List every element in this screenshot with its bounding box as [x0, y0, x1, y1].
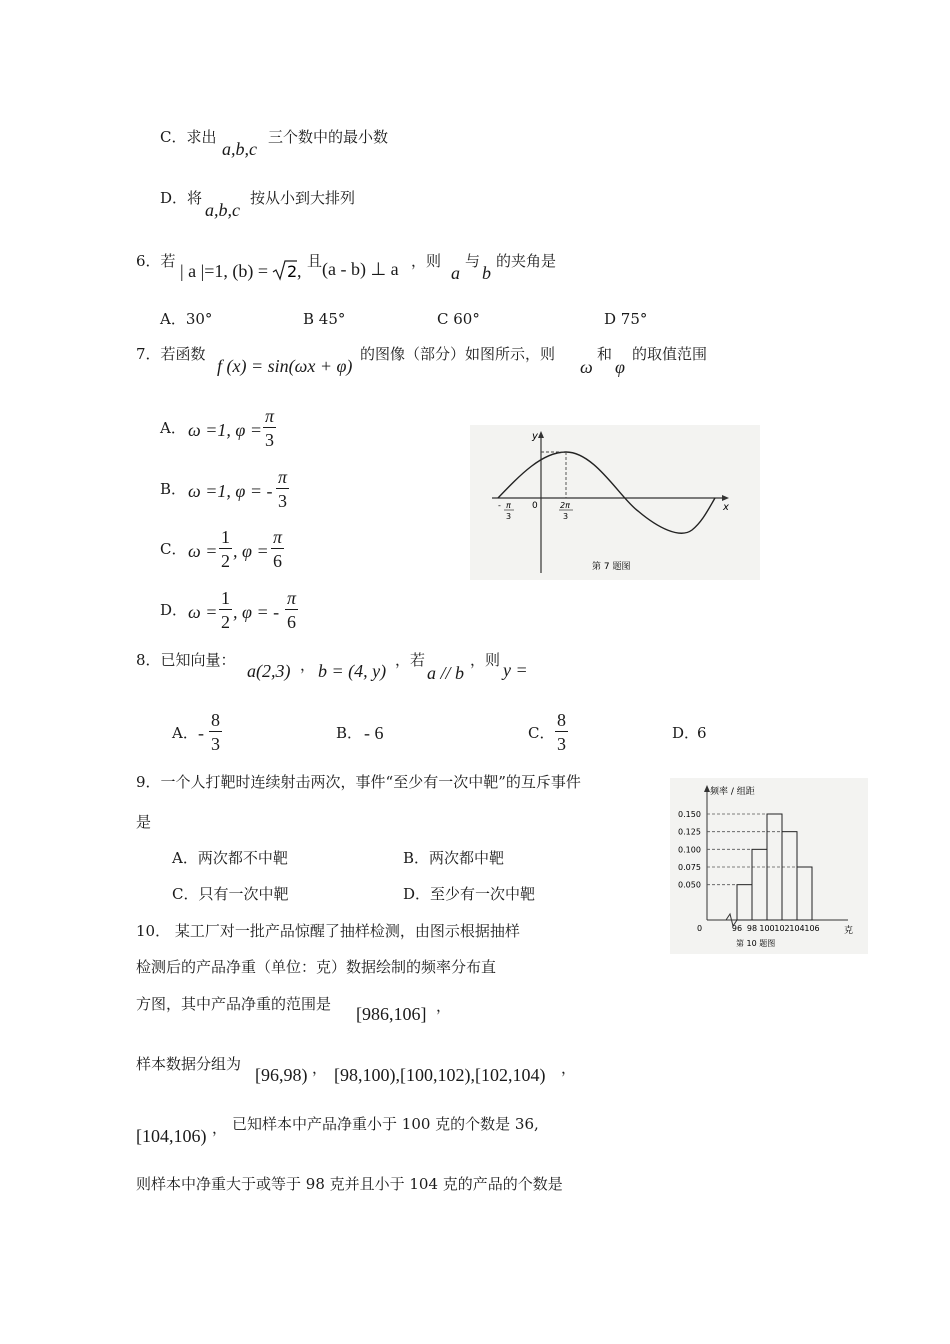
q7-number: 7．若函数: [136, 345, 206, 363]
q10-comma-4: ，: [212, 1119, 228, 1137]
q10-comma-1: ，: [436, 997, 452, 1015]
q7-option-a-label: A．: [160, 419, 186, 437]
q9-line-1: 9．一个人打靶时连续射击两次，事件“至少有一次中靶”的互斥事件: [136, 773, 581, 791]
x-tick-label: 100: [759, 924, 775, 933]
q7-option-a-lhs: ω =1, φ =: [188, 420, 262, 440]
x-label: x: [723, 502, 729, 513]
q8-option-a-label: A．: [172, 724, 198, 742]
y-tick-label: 0.125: [678, 827, 701, 837]
q8-option-b-value: - 6: [364, 723, 384, 743]
q7-option-c-mid: , φ =: [233, 541, 269, 561]
q7-function: [217, 357, 352, 375]
numerator: 8: [211, 710, 220, 730]
x-tick-label: 104: [789, 924, 805, 933]
q7-option-b-lhs: ω =1, φ = -: [188, 481, 273, 501]
x-axis-label: 克: [844, 926, 854, 936]
left-tick-sign: -: [498, 501, 501, 510]
q9-option-d: D．至少有一次中靶: [403, 885, 536, 903]
q10-line-5: 已知样本中产品净重小于 100 克的个数是 36,: [232, 1115, 539, 1133]
q8-option-a-sign: -: [198, 723, 204, 743]
q8-vector-b-text: b = (4, y): [318, 661, 387, 681]
denominator: 3: [555, 731, 568, 753]
denominator: 3: [276, 488, 289, 510]
left-tick-denominator: 3: [506, 512, 512, 521]
q7-and: 和: [597, 345, 613, 363]
x-tick-label: 102: [774, 924, 790, 933]
q8-condition: a // b: [427, 663, 465, 683]
q7-option-c-label: C．: [160, 540, 187, 558]
numerator: 1: [221, 527, 230, 547]
q7-option-d-fraction: [285, 589, 298, 631]
figure-caption: 第 7 题图: [592, 562, 631, 572]
q10-range: [986,106]: [356, 1004, 427, 1024]
q10-group-1: [96,98): [255, 1065, 308, 1085]
denominator: 3: [209, 731, 222, 753]
q7-phi: φ: [615, 357, 625, 377]
y-label: y: [532, 431, 538, 442]
numerator: π: [273, 527, 283, 547]
q8-vector-a: [247, 662, 291, 680]
q6-sqrt-value: 2: [287, 262, 298, 281]
q9-option-b: B．两次都中靶: [403, 849, 505, 867]
q8-option-c-label: C．: [528, 724, 555, 742]
q5-option-d-math: a,b,c: [205, 200, 240, 220]
q6-option-a: A．30°: [160, 310, 213, 328]
q6-tail: 的夹角是: [496, 252, 557, 270]
q6-vector-b: b: [482, 263, 491, 283]
q7-option-b-label: B．: [160, 480, 187, 498]
q6-comma: ,: [297, 261, 302, 281]
q10-line-2: 检测后的产品净重（单位：克）数据绘制的频率分布直: [136, 958, 497, 976]
q7-option-d-half: [219, 589, 232, 631]
q7-option-a-fraction: [263, 407, 276, 449]
q7-omega: ω: [580, 357, 593, 377]
q10-comma-3: ，: [561, 1059, 577, 1077]
q10-line-1: 10． 某工厂对一批产品惊醒了抽样检测，由图示根据抽样: [136, 922, 520, 940]
q7-option-d-lhs: ω =: [188, 602, 218, 622]
q8-vector-b: [318, 662, 386, 680]
chart-caption: 第 10 题图: [736, 939, 776, 948]
q7-function-text: f (x) = sin(ωx + φ): [217, 356, 353, 376]
q8-number: 8．已知向量：: [136, 651, 236, 669]
q6-condition-1: | a |=1, (b) =: [180, 261, 268, 281]
origin-label: 0: [532, 501, 538, 511]
q10-group-5: [104,106): [136, 1126, 207, 1146]
denominator: 3: [263, 427, 276, 449]
q9-line-2: 是: [136, 813, 152, 831]
y-tick-label: 0.075: [678, 863, 701, 872]
q8-option-d-value: 6: [697, 724, 707, 742]
q7-option-d-label: D．: [160, 601, 188, 619]
y-tick-label: 0.100: [678, 845, 701, 855]
q6-option-b: B 45°: [303, 310, 346, 328]
q8-option-a-fraction: [209, 711, 222, 753]
numerator: 1: [221, 588, 230, 608]
q5-option-c-prefix: C．求出: [160, 128, 217, 146]
q6-number: 6．若: [136, 252, 176, 270]
q7-option-d-mid: , φ = -: [233, 602, 280, 622]
numerator: π: [265, 406, 275, 426]
q8-then: ，则: [470, 651, 501, 669]
denominator: 6: [285, 609, 298, 631]
denominator: 6: [271, 548, 284, 570]
q8-vector-a-text: a(2,3): [247, 661, 291, 681]
y-axis-label: 频率 / 组距: [710, 787, 755, 797]
q7-figure: [470, 425, 760, 584]
right-tick-numerator: 2π: [560, 501, 570, 510]
numerator: π: [287, 588, 297, 608]
y-tick-label: 0.150: [678, 810, 701, 819]
q6-vector-a: a: [451, 263, 460, 283]
q8-comma: ，: [300, 656, 316, 674]
q10-histogram: [670, 778, 868, 958]
q5-option-c-suffix: 三个数中的最小数: [268, 128, 389, 146]
q8-ask: y =: [503, 660, 528, 680]
q9-option-a: A．两次都不中靶: [172, 849, 288, 867]
denominator: 2: [219, 548, 232, 570]
numerator: π: [278, 467, 288, 487]
q5-option-d-suffix: 按从小到大排列: [250, 189, 356, 207]
x-tick-label: 98: [746, 924, 758, 933]
q8-option-c-fraction: [555, 711, 568, 753]
x-tick-label: 96: [731, 924, 743, 933]
q6-sqrt: [272, 259, 298, 285]
left-tick-numerator: π: [506, 501, 511, 510]
q7-tail: 的取值范围: [632, 345, 708, 363]
q7-option-c-lhs: ω =: [188, 541, 218, 561]
q10-line-3: 方图，其中产品净重的范围是: [136, 995, 332, 1013]
q8-if: ，若: [395, 651, 426, 669]
q7-text: 的图像（部分）如图所示，则: [360, 345, 556, 363]
q5-option-d-prefix: D．将: [160, 189, 203, 207]
q9-option-c: C．只有一次中靶: [172, 885, 289, 903]
q8-option-b-label: B．: [336, 724, 363, 742]
figure-background: [470, 425, 760, 580]
q10-line-4: 样本数据分组为: [136, 1055, 242, 1073]
origin-label: 0: [697, 924, 703, 933]
q10-line-6: 则样本中净重大于或等于 98 克并且小于 104 克的产品的个数是: [136, 1175, 563, 1193]
q6-qie: 且: [307, 252, 323, 270]
q10-groups-2-4: [98,100),[100,102),[102,104): [334, 1065, 546, 1085]
q10-comma-2: ，: [312, 1059, 328, 1077]
q6-option-c: C 60°: [437, 310, 480, 328]
numerator: 8: [557, 710, 566, 730]
q6-condition-2: (a - b) ⊥ a: [322, 259, 399, 279]
q6-then: ，则: [411, 252, 442, 270]
q7-option-c-half: [219, 528, 232, 570]
q6-and: 与: [465, 252, 481, 270]
q7-option-c-fraction: [271, 528, 284, 570]
q6-option-d: D 75°: [604, 310, 648, 328]
x-tick-label: 106: [804, 924, 820, 933]
q7-option-b-fraction: [276, 468, 289, 510]
q8-option-d-label: D．: [672, 724, 700, 742]
y-tick-label: 0.050: [678, 880, 701, 890]
denominator: 2: [219, 609, 232, 631]
right-tick-denominator: 3: [563, 512, 569, 521]
q5-option-c-math: a,b,c: [222, 139, 257, 159]
